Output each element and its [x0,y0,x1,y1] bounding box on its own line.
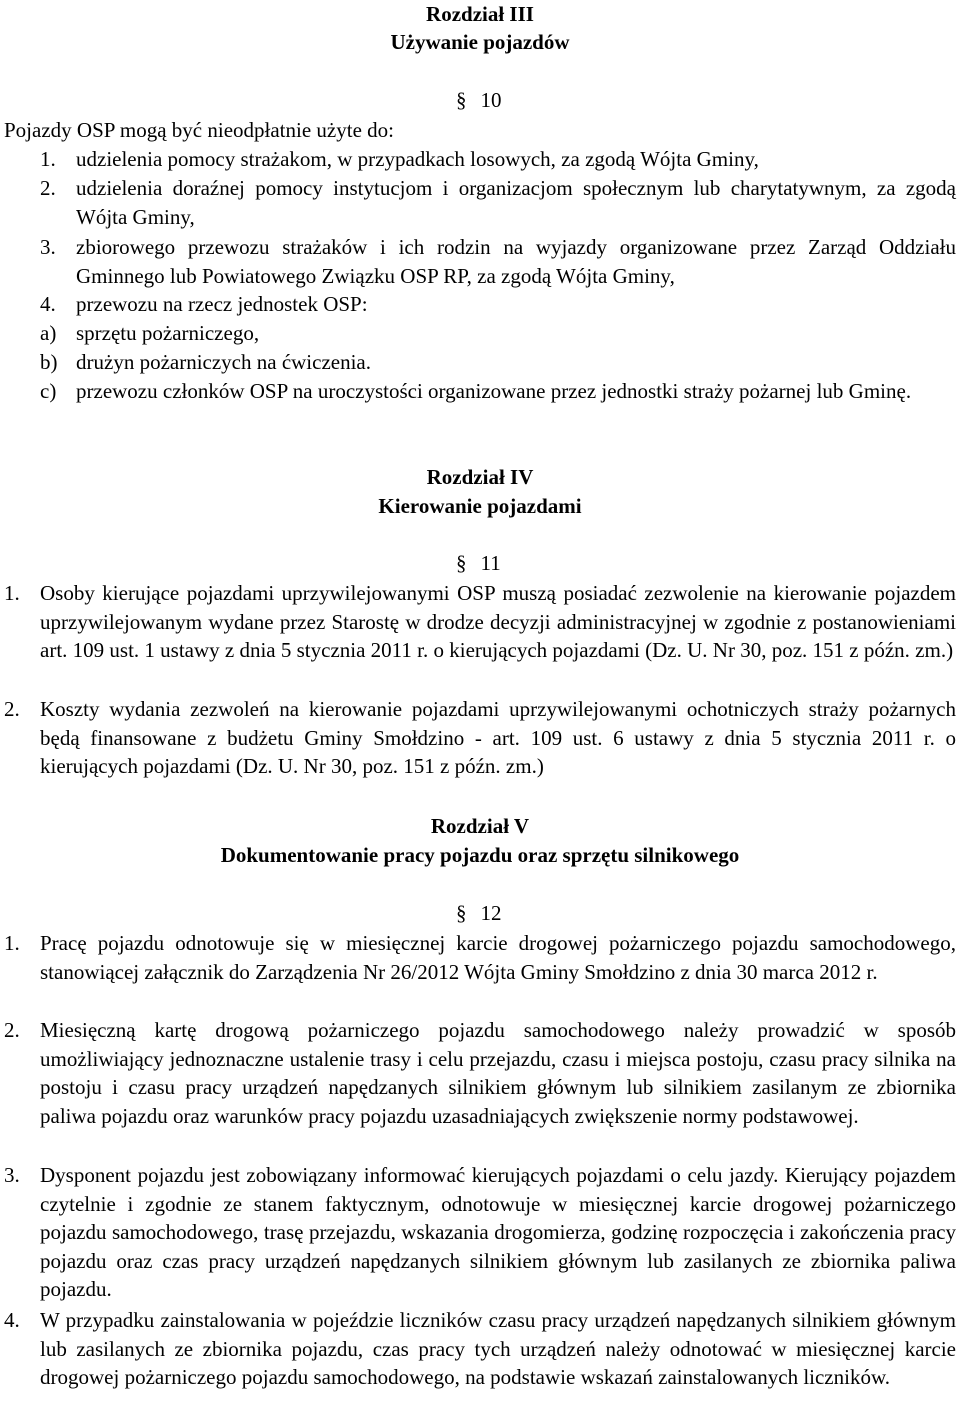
list-item-number: 1. [4,581,20,605]
list-item-number: 4. [4,1308,20,1332]
section-number: 10 [480,88,502,112]
list-item-text: Koszty wydania zezwoleń na kierowanie pojazdami uprzywilejowanymi ochotniczych straży pożarnych będą finansowane z budżetu Gminy Smołdzino - art. 109 ust. 6 ustawy z dnia 5 stycznia 2011 r. o kierujących pojazdami (Dz. U. Nr 30, poz. 151 z późn. zm.) [40,697,956,778]
list-item-text: przewozu na rzecz jednostek OSP: [76,292,368,316]
section-11 [456,549,501,578]
list-item-number: 2. [40,176,56,200]
list-item-number: 4. [40,292,56,316]
list-item-text: zbiorowego przewozu strażaków i ich rodzin na wyjazdy organizowane przez Zarząd Oddziału Gminnego lub Powiatowego Związku OSP RP, za zgodą Wójta Gminy, [76,235,956,288]
sub-list-item-letter: a) [40,321,57,345]
list-item-number: 3. [40,235,56,259]
sub-list-item-text: drużyn pożarniczych na ćwiczenia. [76,350,372,374]
chapter-3-subtitle: Używanie pojazdów [390,30,570,54]
chapter-4-subtitle: Kierowanie pojazdami [378,494,582,518]
section-symbol: § [456,88,467,112]
list-item-number: 1. [40,147,56,171]
section-number: 11 [480,551,501,575]
chapter-4-title: Rozdział IV [426,465,534,489]
list-item-text: udzielenia pomocy strażakom, w przypadkach losowych, za zgodą Wójta Gminy, [76,147,759,171]
section-12 [456,899,502,928]
section-10 [456,86,502,115]
list-item-number: 1. [4,931,20,955]
list-item-text: Miesięczną kartę drogową pożarniczego pojazdu samochodowego należy prowadzić w sposób umożliwiający jednoznaczne ustalenie trasy i celu przejazdu, czasu i miejsca postoju, czasu pracy silnika na postoju i czasu pracy urządzeń napędzanych silnikiem głównym lub silnikiem zasilanym ze zbiornika paliwa pojazdu oraz warunków pracy pojazdu uzasadniających zwiększenie normy podstawowej. [40,1018,956,1128]
list-item-number: 2. [4,1018,20,1042]
list-item-text: W przypadku zainstalowania w pojeździe liczników czasu pracy urządzeń napędzanych silnikiem głównym lub zasilanych ze zbiornika pojazdu, czas pracy tych urządzeń należy odnotować w miesięcznej karcie drogowej pożarniczego pojazdu samochodowego, na podstawie wskazań zainstalowanych liczników. [40,1308,956,1389]
chapter-5-subtitle: Dokumentowanie pracy pojazdu oraz sprzętu silnikowego [220,843,740,867]
chapter-3-title: Rozdział III [426,2,534,26]
list-item-number: 2. [4,697,20,721]
chapter-3-intro: Pojazdy OSP mogą być nieodpłatnie użyte do: [4,118,394,142]
list-item-number: 3. [4,1163,20,1187]
sub-list-item-letter: b) [40,350,58,374]
section-number: 12 [480,901,502,925]
list-item-text: udzielenia doraźnej pomocy instytucjom i organizacjom społecznym lub charytatywnym, za zgodą Wójta Gminy, [76,176,956,229]
sub-list-item-letter: c) [40,379,57,403]
section-symbol: § [456,551,467,575]
list-item-text: Dysponent pojazdu jest zobowiązany informować kierujących pojazdami o celu jazdy. Kierujący pojazdem czytelnie i zgodnie ze stanem faktycznym, odnotowuje w miesięcznej karcie drogowej pożarniczego pojazdu samochodowego, trasę przejazdu, wskazania drogomierza, godzinę rozpoczęcia i zakończenia pracy pojazdu oraz czas pracy urządzeń napędzanych silnikiem głównym lub zasilanych ze zbiornika paliwa pojazdu. [40,1163,956,1301]
list-item-text: Osoby kierujące pojazdami uprzywilejowanymi OSP muszą posiadać zezwolenie na kierowanie pojazdem uprzywilejowanym wydane przez Starostę w drodze decyzji administracyjnej w zgodnie z postanowieniami art. 109 ust. 1 ustawy z dnia 5 stycznia 2011 r. o kierujących pojazdami (Dz. U. Nr 30, poz. 151 z późn. zm.) [40,581,956,662]
chapter-5-title: Rozdział V [430,814,530,838]
section-symbol: § [456,901,467,925]
list-item-text: Pracę pojazdu odnotowuje się w miesięcznej karcie drogowej pożarniczego pojazdu samochodowego, stanowiącej załącznik do Zarządzenia Nr 26/2012 Wójta Gminy Smołdzino z dnia 30 marca 2012 r. [40,931,956,984]
sub-list-item-text: przewozu członków OSP na uroczystości organizowane przez jednostki straży pożarnej lub Gminę. [76,379,912,403]
sub-list-item-text: sprzętu pożarniczego, [76,321,260,345]
